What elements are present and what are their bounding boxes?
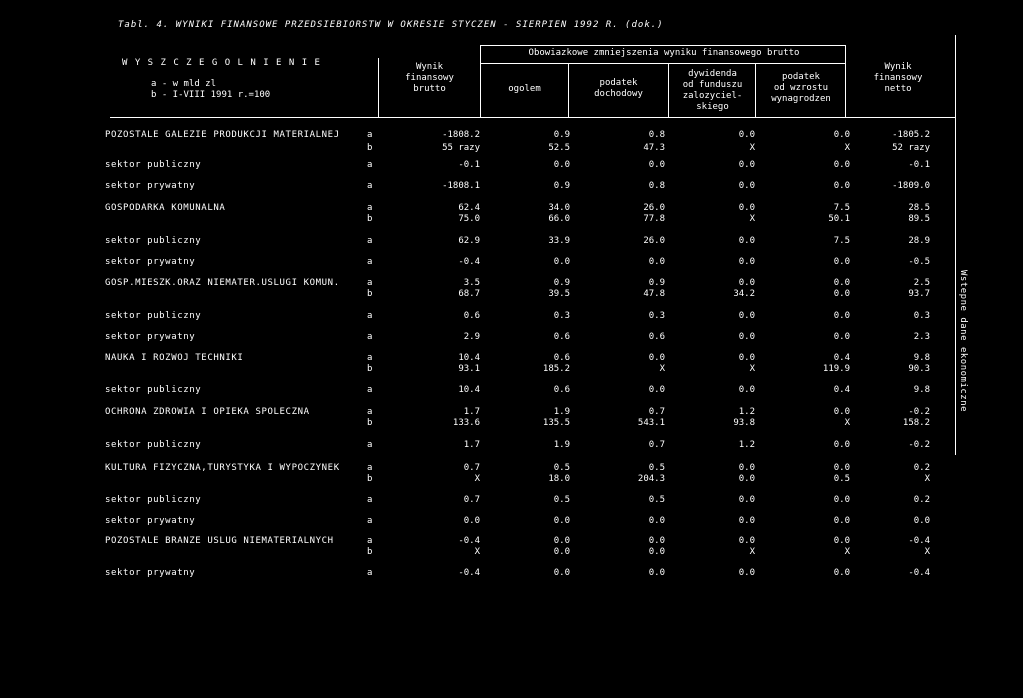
- table-cell: X: [749, 364, 755, 374]
- header-wynik-netto: Wynik finansowy netto: [873, 62, 923, 94]
- table-cell: 1.7: [463, 407, 480, 417]
- table-cell: 0.0: [738, 311, 755, 321]
- row-ab-marker: a: [367, 495, 373, 505]
- table-cell: 0.0: [648, 536, 665, 546]
- table-cell: X: [474, 547, 480, 557]
- header-podatek-dochodowy: podatek dochodowy: [594, 78, 643, 99]
- table-cell: 0.7: [463, 463, 480, 473]
- row-label: sektor prywatny: [105, 257, 196, 267]
- row-label: POZOSTALE GALEZIE PRODUKCJI MATERIALNEJ: [105, 130, 340, 140]
- table-cell: 133.6: [452, 418, 480, 428]
- table-row: [0, 364, 1023, 375]
- table-cell: 0.0: [738, 236, 755, 246]
- table-cell: 0.3: [913, 311, 930, 321]
- table-cell: X: [844, 547, 850, 557]
- table-cell: X: [749, 214, 755, 224]
- table-row: [0, 143, 1023, 154]
- row-label: GOSP.MIESZK.ORAZ NIEMATER.USLUGI KOMUN.: [105, 278, 340, 288]
- table-cell: 0.6: [648, 332, 665, 342]
- table-cell: 0.9: [553, 130, 570, 140]
- table-cell: 0.6: [463, 311, 480, 321]
- table-cell: 33.9: [548, 236, 570, 246]
- table-cell: 39.5: [548, 289, 570, 299]
- table-cell: 135.5: [542, 418, 570, 428]
- table-cell: 28.5: [908, 203, 930, 213]
- row-ab-marker: a: [367, 353, 373, 363]
- table-row: [0, 463, 1023, 474]
- table-cell: 0.0: [738, 203, 755, 213]
- table-cell: 50.1: [828, 214, 850, 224]
- table-cell: 62.4: [458, 203, 480, 213]
- table-cell: 3.5: [463, 278, 480, 288]
- table-cell: -0.4: [458, 536, 480, 546]
- table-cell: 543.1: [637, 418, 665, 428]
- table-cell: 62.9: [458, 236, 480, 246]
- table-cell: 0.3: [553, 311, 570, 321]
- table-cell: 0.0: [648, 257, 665, 267]
- table-cell: 0.0: [738, 257, 755, 267]
- table-cell: X: [924, 474, 930, 484]
- table-cell: 0.5: [553, 463, 570, 473]
- table-row: [0, 568, 1023, 579]
- table-cell: 0.0: [738, 536, 755, 546]
- row-label: GOSPODARKA KOMUNALNA: [105, 203, 226, 213]
- table-cell: 0.7: [648, 407, 665, 417]
- table-cell: 204.3: [637, 474, 665, 484]
- table-cell: 0.0: [833, 257, 850, 267]
- table-cell: 93.1: [458, 364, 480, 374]
- table-cell: 47.8: [643, 289, 665, 299]
- table-cell: 0.5: [648, 495, 665, 505]
- table-cell: 0.0: [833, 536, 850, 546]
- table-cell: -0.4: [458, 257, 480, 267]
- row-label: sektor prywatny: [105, 332, 196, 342]
- table-row: [0, 311, 1023, 322]
- table-cell: 119.9: [822, 364, 850, 374]
- row-ab-marker: a: [367, 536, 373, 546]
- table-cell: 0.0: [648, 516, 665, 526]
- table-cell: 0.6: [553, 332, 570, 342]
- row-label: sektor publiczny: [105, 236, 202, 246]
- table-cell: 0.4: [833, 385, 850, 395]
- table-cell: 0.0: [833, 440, 850, 450]
- table-cell: 18.0: [548, 474, 570, 484]
- table-cell: -0.4: [908, 536, 930, 546]
- table-cell: X: [924, 547, 930, 557]
- table-cell: 90.3: [908, 364, 930, 374]
- table-row: [0, 214, 1023, 225]
- row-label: sektor publiczny: [105, 385, 202, 395]
- table-cell: 0.0: [738, 181, 755, 191]
- table-cell: 2.9: [463, 332, 480, 342]
- table-cell: 68.7: [458, 289, 480, 299]
- vline-3: [568, 63, 569, 118]
- table-cell: 0.0: [463, 516, 480, 526]
- row-ab-marker: b: [367, 289, 373, 299]
- table-cell: -1808.1: [442, 181, 480, 191]
- table-cell: 0.2: [913, 463, 930, 473]
- header-podatek-wzrost: podatek od wzrostu wynagrodzen: [771, 72, 831, 104]
- table-cell: 0.0: [738, 516, 755, 526]
- vline-5: [755, 63, 756, 118]
- table-cell: 0.9: [553, 278, 570, 288]
- table-cell: 34.0: [548, 203, 570, 213]
- table-cell: 28.9: [908, 236, 930, 246]
- table-row: [0, 516, 1023, 527]
- table-cell: 75.0: [458, 214, 480, 224]
- group-rule: [480, 63, 845, 64]
- row-ab-marker: a: [367, 311, 373, 321]
- table-cell: 0.6: [553, 353, 570, 363]
- table-row: [0, 181, 1023, 192]
- table-cell: -0.1: [458, 160, 480, 170]
- table-cell: 0.0: [833, 160, 850, 170]
- table-cell: -0.2: [908, 440, 930, 450]
- table-cell: 26.0: [643, 203, 665, 213]
- table-cell: 0.9: [553, 181, 570, 191]
- table-cell: 0.0: [833, 311, 850, 321]
- table-cell: 0.0: [553, 516, 570, 526]
- table-cell: 0.0: [648, 568, 665, 578]
- table-cell: 0.0: [648, 353, 665, 363]
- row-ab-marker: b: [367, 418, 373, 428]
- table-cell: 0.5: [833, 474, 850, 484]
- header-col0-b: b - I-VIII 1991 r.=100: [151, 90, 271, 100]
- row-label: sektor prywatny: [105, 181, 196, 191]
- row-ab-marker: a: [367, 568, 373, 578]
- table-cell: -0.4: [908, 568, 930, 578]
- table-cell: 1.7: [463, 440, 480, 450]
- table-cell: X: [844, 418, 850, 428]
- table-cell: 93.8: [733, 418, 755, 428]
- table-cell: 0.0: [648, 385, 665, 395]
- row-ab-marker: a: [367, 236, 373, 246]
- table-cell: 0.0: [738, 353, 755, 363]
- header-col0-title: W Y S Z C Z E G O L N I E N I E: [122, 58, 321, 68]
- table-row: [0, 289, 1023, 300]
- table-row: [0, 257, 1023, 268]
- row-label: NAUKA I ROZWOJ TECHNIKI: [105, 353, 244, 363]
- header-wynik-brutto: Wynik finansowy brutto: [405, 62, 454, 94]
- row-label: sektor publiczny: [105, 311, 202, 321]
- table-cell: 10.4: [458, 353, 480, 363]
- row-ab-marker: a: [367, 181, 373, 191]
- table-cell: X: [844, 143, 850, 153]
- table-cell: X: [659, 364, 665, 374]
- table-cell: 47.3: [643, 143, 665, 153]
- table-cell: 0.0: [738, 474, 755, 484]
- table-row: [0, 547, 1023, 558]
- table-cell: 0.0: [833, 278, 850, 288]
- table-cell: 0.5: [648, 463, 665, 473]
- header-ogolem: ogolem: [508, 84, 541, 94]
- row-label: POZOSTALE BRANZE USLUG NIEMATERIALNYCH: [105, 536, 334, 546]
- row-ab-marker: a: [367, 407, 373, 417]
- table-cell: 26.0: [643, 236, 665, 246]
- table-cell: 0.8: [648, 130, 665, 140]
- table-cell: 10.4: [458, 385, 480, 395]
- table-cell: 0.0: [738, 463, 755, 473]
- table-cell: -0.4: [458, 568, 480, 578]
- table-title: Tabl. 4. WYNIKI FINANSOWE PRZEDSIEBIORSTW W OKRESIE STYCZEN - SIERPIEN 1992 R. (dok.): [118, 20, 664, 30]
- table-cell: 0.0: [833, 181, 850, 191]
- table-cell: -0.5: [908, 257, 930, 267]
- vline-4: [668, 63, 669, 118]
- table-cell: 0.0: [833, 463, 850, 473]
- table-cell: 1.9: [553, 407, 570, 417]
- table-cell: 0.0: [738, 160, 755, 170]
- row-label: sektor publiczny: [105, 160, 202, 170]
- table-cell: -1805.2: [892, 130, 930, 140]
- table-cell: 0.0: [738, 495, 755, 505]
- table-row: [0, 203, 1023, 214]
- table-cell: 0.0: [833, 130, 850, 140]
- table-cell: 1.2: [738, 440, 755, 450]
- row-ab-marker: a: [367, 278, 373, 288]
- table-cell: 158.2: [902, 418, 930, 428]
- table-cell: 2.5: [913, 278, 930, 288]
- table-cell: 89.5: [908, 214, 930, 224]
- row-ab-marker: b: [367, 214, 373, 224]
- table-cell: 0.0: [738, 385, 755, 395]
- table-cell: 0.0: [833, 568, 850, 578]
- table-cell: 1.2: [738, 407, 755, 417]
- table-cell: 7.5: [833, 203, 850, 213]
- table-cell: 0.8: [648, 181, 665, 191]
- row-label: sektor prywatny: [105, 516, 196, 526]
- header-group: Obowiazkowe zmniejszenia wyniku finansowego brutto: [528, 48, 800, 58]
- table-cell: X: [749, 547, 755, 557]
- table-cell: -0.2: [908, 407, 930, 417]
- header-bottom-rule: [110, 117, 955, 118]
- table-cell: 34.2: [733, 289, 755, 299]
- table-cell: 0.0: [553, 257, 570, 267]
- row-ab-marker: a: [367, 257, 373, 267]
- table-row: [0, 407, 1023, 418]
- table-cell: 0.0: [833, 332, 850, 342]
- table-cell: 1.9: [553, 440, 570, 450]
- row-ab-marker: b: [367, 547, 373, 557]
- side-note: Wstepne dane ekonomiczne: [958, 270, 968, 413]
- header-top-rule: [480, 45, 845, 46]
- table-cell: 0.0: [738, 130, 755, 140]
- table-cell: 0.5: [553, 495, 570, 505]
- table-cell: 52.5: [548, 143, 570, 153]
- row-ab-marker: a: [367, 332, 373, 342]
- table-cell: 0.0: [738, 568, 755, 578]
- row-label: KULTURA FIZYCZNA,TURYSTYKA I WYPOCZYNEK: [105, 463, 340, 473]
- table-row: [0, 332, 1023, 343]
- table-cell: 0.0: [833, 495, 850, 505]
- header-dywidenda: dywidenda od funduszu zalozyciel- skiego: [682, 69, 743, 112]
- table-cell: 0.0: [833, 516, 850, 526]
- table-row: [0, 130, 1023, 141]
- row-label: OCHRONA ZDROWIA I OPIEKA SPOLECZNA: [105, 407, 310, 417]
- row-label: sektor publiczny: [105, 495, 202, 505]
- vline-6: [845, 45, 846, 118]
- table-row: [0, 495, 1023, 506]
- table-row: [0, 160, 1023, 171]
- table-cell: 0.0: [553, 568, 570, 578]
- header-col0-a: a - w mld zl: [151, 79, 217, 89]
- row-ab-marker: a: [367, 516, 373, 526]
- table-cell: X: [474, 474, 480, 484]
- row-ab-marker: a: [367, 203, 373, 213]
- table-cell: 0.7: [648, 440, 665, 450]
- table-cell: 93.7: [908, 289, 930, 299]
- row-ab-marker: a: [367, 440, 373, 450]
- table-cell: 7.5: [833, 236, 850, 246]
- table-cell: 0.4: [833, 353, 850, 363]
- table-cell: 0.0: [648, 547, 665, 557]
- table-cell: 0.0: [553, 536, 570, 546]
- table-cell: 0.0: [833, 407, 850, 417]
- vline-2: [480, 45, 481, 118]
- row-ab-marker: a: [367, 160, 373, 170]
- table-cell: 0.6: [553, 385, 570, 395]
- table-cell: 0.0: [738, 278, 755, 288]
- row-label: sektor publiczny: [105, 440, 202, 450]
- table-row: [0, 353, 1023, 364]
- table-cell: 0.2: [913, 495, 930, 505]
- table-cell: 9.8: [913, 385, 930, 395]
- table-cell: 0.0: [833, 289, 850, 299]
- table-cell: -1808.2: [442, 130, 480, 140]
- row-label: sektor prywatny: [105, 568, 196, 578]
- table-row: [0, 236, 1023, 247]
- table-cell: 0.0: [553, 160, 570, 170]
- row-ab-marker: b: [367, 364, 373, 374]
- row-ab-marker: a: [367, 130, 373, 140]
- table-cell: -1809.0: [892, 181, 930, 191]
- table-cell: 185.2: [542, 364, 570, 374]
- table-cell: 77.8: [643, 214, 665, 224]
- row-ab-marker: b: [367, 474, 373, 484]
- table-cell: X: [749, 143, 755, 153]
- row-ab-marker: a: [367, 385, 373, 395]
- row-ab-marker: a: [367, 463, 373, 473]
- table-row: [0, 418, 1023, 429]
- table-row: [0, 474, 1023, 485]
- table-cell: 0.3: [648, 311, 665, 321]
- table-row: [0, 536, 1023, 547]
- vline-1: [378, 58, 379, 118]
- table-cell: 0.0: [553, 547, 570, 557]
- table-cell: 0.0: [913, 516, 930, 526]
- table-row: [0, 278, 1023, 289]
- table-row: [0, 385, 1023, 396]
- table-row: [0, 440, 1023, 451]
- table-cell: 66.0: [548, 214, 570, 224]
- table-cell: 52 razy: [892, 143, 930, 153]
- table-cell: 0.0: [738, 332, 755, 342]
- table-cell: 55 razy: [442, 143, 480, 153]
- table-cell: 0.9: [648, 278, 665, 288]
- row-ab-marker: b: [367, 143, 373, 153]
- table-cell: -0.1: [908, 160, 930, 170]
- table-cell: 0.0: [648, 160, 665, 170]
- table-cell: 9.8: [913, 353, 930, 363]
- table-cell: 2.3: [913, 332, 930, 342]
- table-cell: 0.7: [463, 495, 480, 505]
